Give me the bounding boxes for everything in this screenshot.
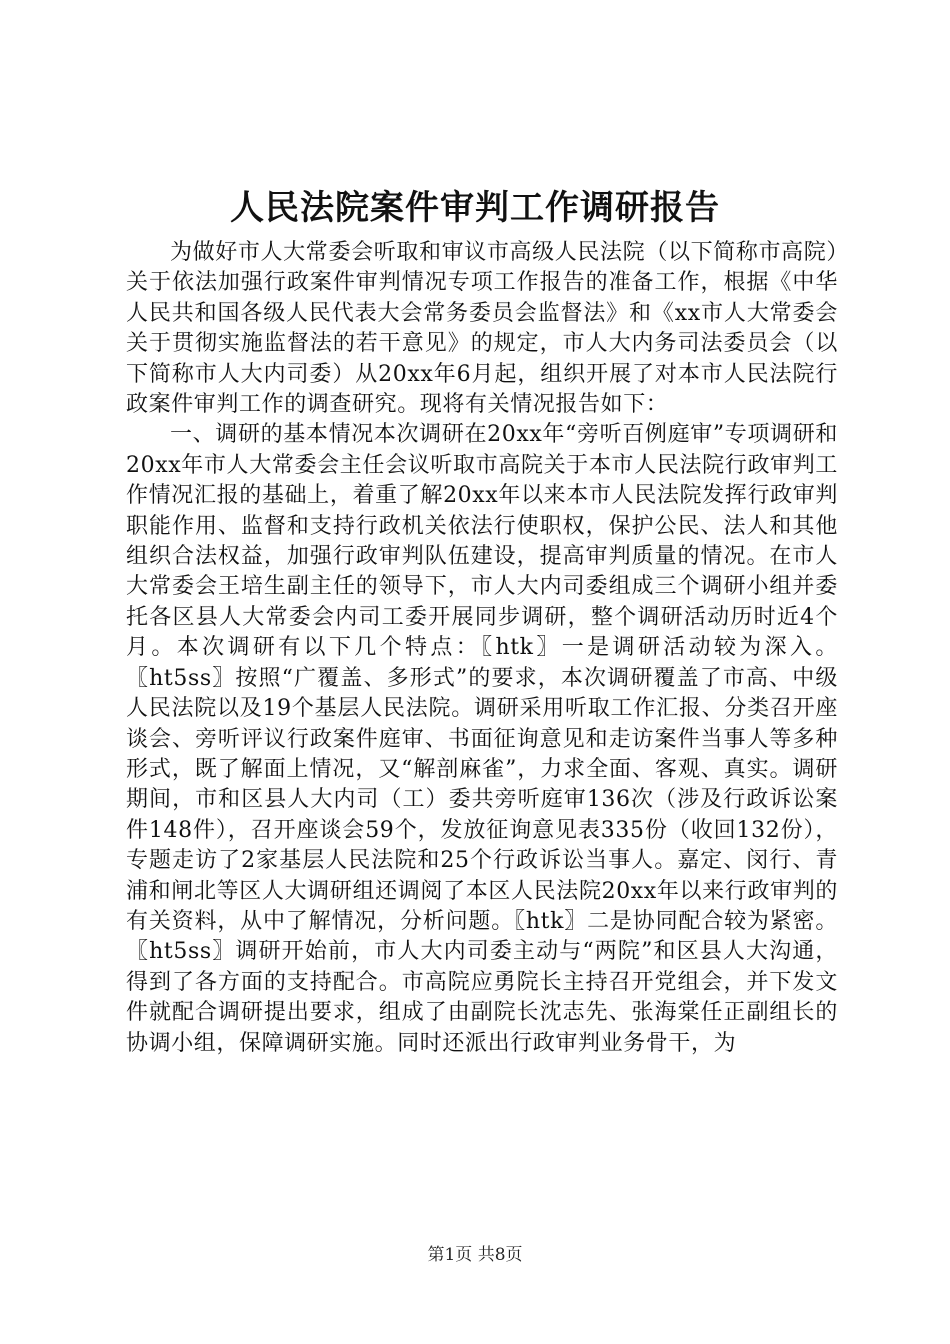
- document-title: 人民法院案件审判工作调研报告: [230, 188, 720, 228]
- document-body: [126, 238, 838, 1059]
- page-number: 第1页 共8页: [427, 1245, 523, 1265]
- paragraph-section-1: 一、调研的基本情况本次调研在20xx年“旁听百例庭审”专项调研和20xx年市人大常委会主任会议听取市高院关于本市人民法院行政审判工作情况汇报的基础上，着重了解20xx年以来本市人民法院发挥行政审判职能作用、监督和支持行政机关依法行使职权，保护公民、法人和其他组织合法权益，加强行政审判队伍建设，提高审判质量的情况。在市人大常委会王培生副主任的领导下，市人大内司委组成三个调研小组并委托各区县人大常委会内司工委开展同步调研，整个调研活动历时近4个月。本次调研有以下几个特点：〖htk〗一是调研活动较为深入。〖ht5ss〗按照“广覆盖、多形式”的要求，本次调研覆盖了市高、中级人民法院以及19个基层人民法院。调研采用听取工作汇报、分类召开座谈会、旁听评议行政案件庭审、书面征询意见和走访案件当事人等多种形式，既了解面上情况，又“解剖麻雀”，力求全面、客观、真实。调研期间，市和区县人大内司（工）委共旁听庭审136次（涉及行政诉讼案件148件），召开座谈会59个，发放征询意见表335份（收回132份），专题走访了2家基层人民法院和25个行政诉讼当事人。嘉定、闵行、青浦和闸北等区人大调研组还调阅了本区人民法院20xx年以来行政审判的有关资料，从中了解情况，分析问题。〖htk〗二是协同配合较为紧密。〖ht5ss〗调研开始前，市人大内司委主动与“两院”和区县人大沟通，得到了各方面的支持配合。市高院应勇院长主持召开党组会，并下发文件就配合调研提出要求，组成了由副院长沈志先、张海棠任正副组长的协调小组，保障调研实施。同时还派出行政审判业务骨干，为: [126, 422, 838, 1056]
- paragraph-intro: 为做好市人大常委会听取和审议市高级人民法院（以下简称市高院）关于依法加强行政案件审判情况专项工作报告的准备工作，根据《中华人民共和国各级人民代表大会常务委员会监督法》和《xx市人大常委会关于贯彻实施监督法的若干意见》的规定，市人大内务司法委员会（以下简称市人大内司委）从20xx年6月起，组织开展了对本市人民法院行政案件审判工作的调查研究。现将有关情况报告如下：: [126, 240, 838, 418]
